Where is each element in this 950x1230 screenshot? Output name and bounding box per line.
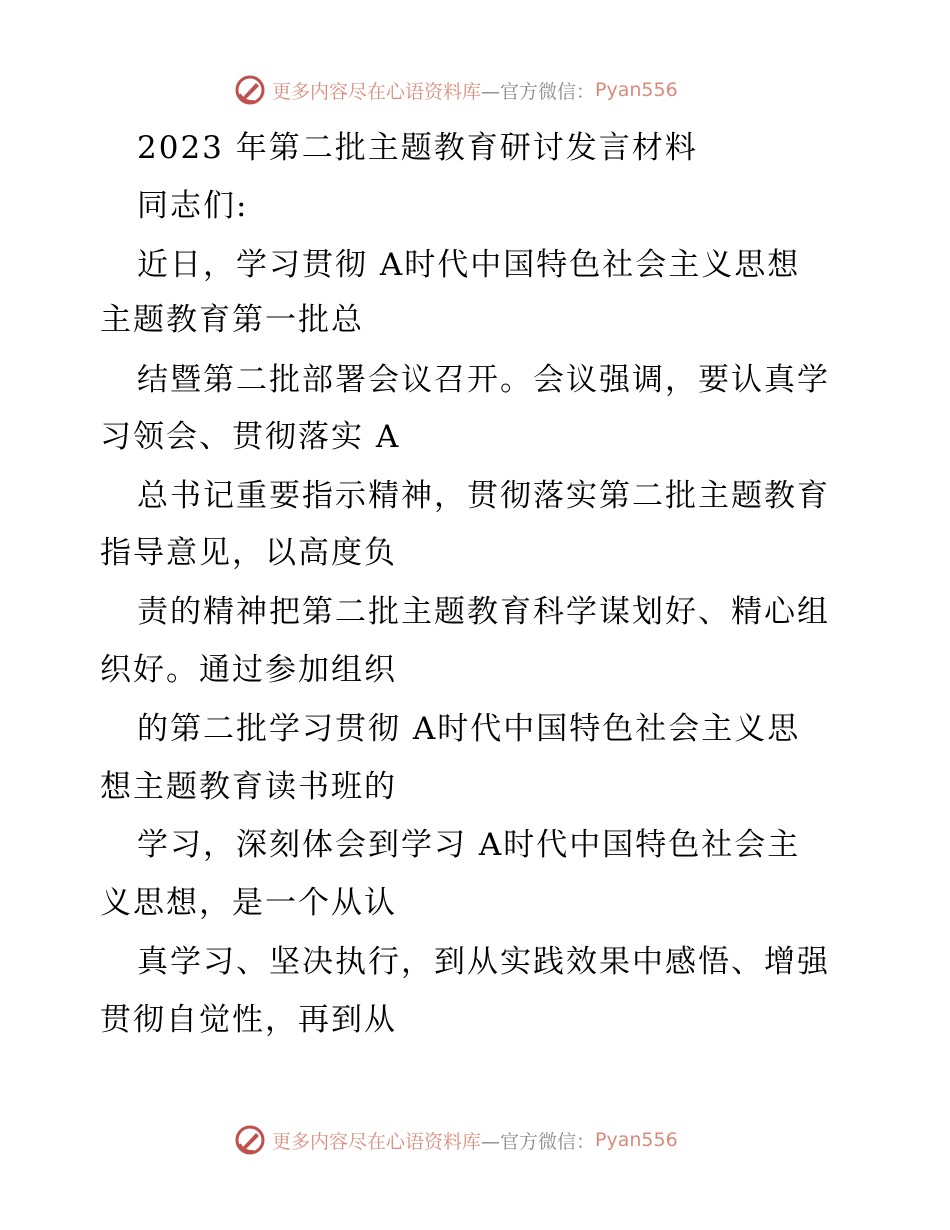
text-line: 结暨第二批部署会议召开。会议强调，要认真学 xyxy=(137,362,830,398)
watermark-separator: —官方微信： xyxy=(481,1130,596,1153)
text-line: 习领会、贯彻落实 A xyxy=(100,419,401,455)
watermark-site: 更多内容尽在心语资料库 xyxy=(272,1130,482,1153)
salutation: 同志们: xyxy=(137,188,249,224)
text-line: 责的精神把第二批主题教育科学谋划好、精心组 xyxy=(137,594,830,630)
text-line: 指导意见，以高度负 xyxy=(100,535,397,571)
watermark-separator: —官方微信： xyxy=(481,80,596,103)
text-line: 的第二批学习贯彻 A时代中国特色社会主义思 xyxy=(137,711,801,747)
watermark-wechat: Pyan556 xyxy=(595,1129,678,1151)
watermark-site: 更多内容尽在心语资料库 xyxy=(272,80,482,103)
footer-watermark xyxy=(234,1122,678,1158)
text-line: 织好。通过参加组织 xyxy=(100,652,397,688)
text-line: 贯彻自觉性，再到从 xyxy=(100,1002,397,1038)
text-line: 真学习、坚决执行，到从实践效果中感悟、增强 xyxy=(137,944,830,980)
header-watermark xyxy=(234,72,678,108)
text-line: 近日，学习贯彻 A时代中国特色社会主义思想 xyxy=(137,247,801,283)
text-line: 义思想，是一个从认 xyxy=(100,885,397,921)
watermark-wechat: Pyan556 xyxy=(595,79,678,101)
text-line: 想主题教育读书班的 xyxy=(100,769,397,805)
pen-logo-icon xyxy=(234,74,266,106)
text-line: 主题教育第一批总 xyxy=(100,302,364,338)
text-line: 学习，深刻体会到学习 A时代中国特色社会主 xyxy=(137,827,801,863)
pen-logo-icon xyxy=(234,1124,266,1156)
text-line: 总书记重要指示精神，贯彻落实第二批主题教育 xyxy=(137,478,830,514)
doc-title: 2023 年第二批主题教育研讨发言材料 xyxy=(137,130,698,166)
